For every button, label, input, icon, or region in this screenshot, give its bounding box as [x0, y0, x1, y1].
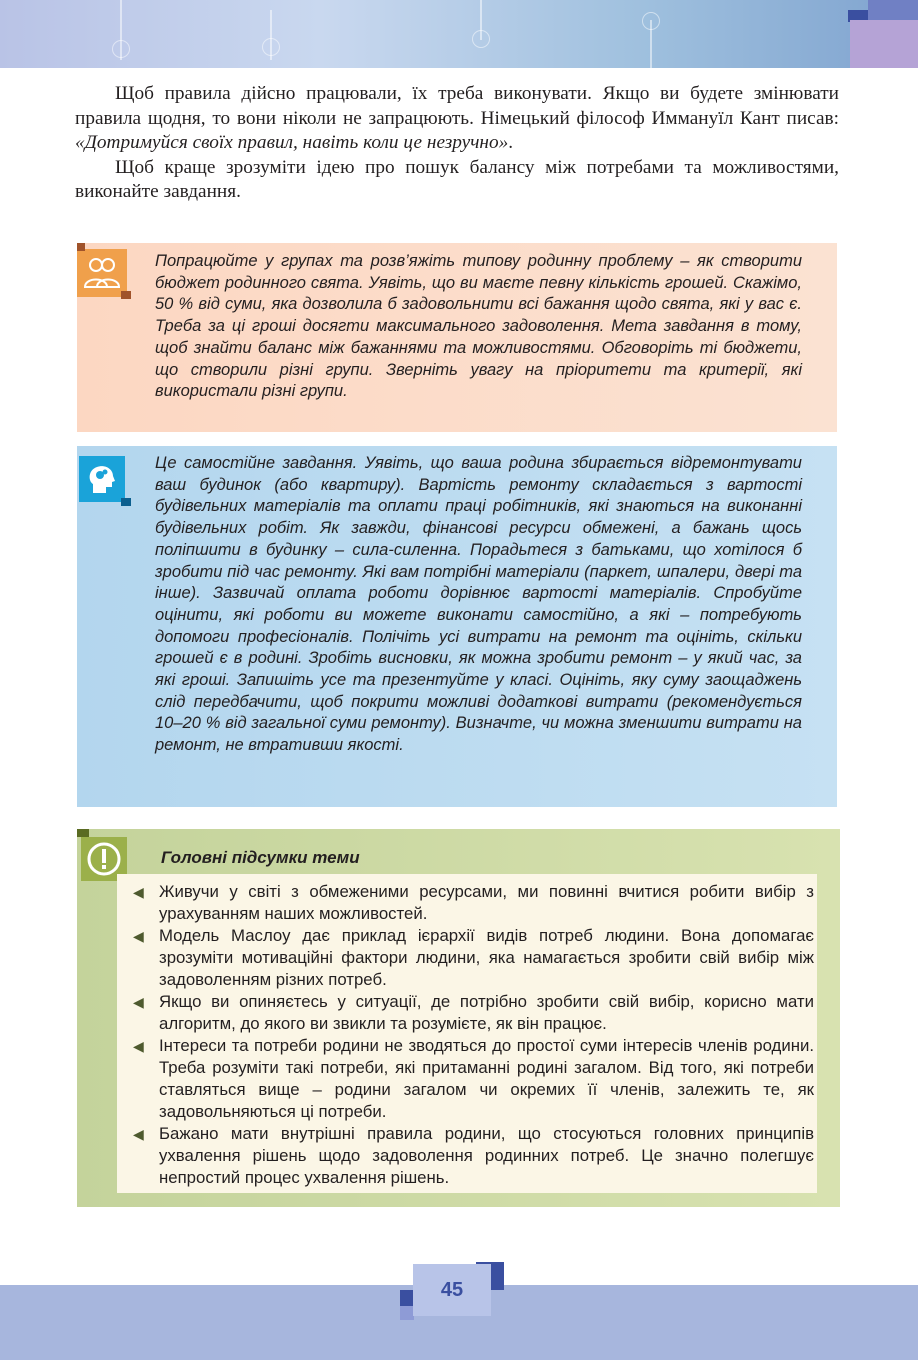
- deco-square: [77, 829, 89, 837]
- summary-item-text: Інтереси та потреби родини не зводяться до простої суми інтересів членів родини. Треба розуміти такі потреби, які притаманні родині загалом. Від того, які потреби ставляться вище – родини загалом чи окремих її членів, залежить те, як задовольняються ці потреби.: [159, 1036, 814, 1121]
- intro-paragraph-1-end: .: [508, 132, 514, 153]
- summary-item-text: Якщо ви опиняєтесь у ситуації, де потрібно зробити свій вибір, корисно мати алгоритм, до якого ви звикли та розумієте, як він працює.: [159, 992, 814, 1033]
- deco-square: [121, 498, 131, 506]
- summary-item: [133, 1035, 814, 1123]
- deco-square: [77, 243, 85, 251]
- summary-item-text: Живучи у світі з обмеженими ресурсами, ми повинні вчитися робити вибір з урахуванням наших можливостей.: [159, 882, 814, 923]
- deco-square: [121, 291, 131, 299]
- circuit-node: [262, 38, 280, 56]
- summary-title: Головні підсумки теми: [161, 848, 360, 867]
- summary-item-text: Бажано мати внутрішні правила родини, що стосуються головних принципів ухвалення рішень щодо задоволення родинних потреб. Це значно полегшує непростий процес ухвалення рішень.: [159, 1124, 814, 1187]
- circuit-node: [642, 12, 660, 30]
- individual-task-text: Це самостійне завдання. Уявіть, що ваша родина збирається відремонтувати ваш будинок (або квартиру). Вартість ремонту складається з вартості будівельних матеріалів та оплати праці робітників, які знаються на виконанні будівельних робіт. Як завжди, фінансові ресурси обмежені, а бажань щось поліпшити в будинку – сила-силенна. Порадьтеся з батьками, що хотілося б зробити під час ремонту. Які вам потрібні матеріали (паркет, шпалери, двері та інше). Зазвичай оплата роботи дорівнює вартості матеріалів. Спробуйте оцінити, які роботи ви можете виконати самостійно, а які – потребують допомоги професіоналів. Полічіть усі витрати на ремонт та оцініть, скільки грошей є в родині. Зробіть висновки, як можна зробити ремонт – у який час, за які гроші. Запишіть усе та презентуйте у класі. Оцініть, яку суму заощаджень слід передбачити, щоб покрити можливі додаткові витрати (рекомендується 10–20 % від загальної суми ремонту). Визначте, чи можна зменшити витрати на ремонт, не втративши якості.: [155, 454, 802, 755]
- intro-paragraph-1-text: Щоб правила дійсно працювали, їх треба виконувати. Якщо ви будете змінювати правила щодня, то вони ніколи не запрацюють. Німецький філософ Иммануїл Кант писав:: [75, 83, 839, 129]
- summary-item: [133, 991, 814, 1035]
- bullet-arrow-icon: ◀: [133, 994, 144, 1010]
- intro-paragraph-1: [75, 82, 839, 156]
- circuit-node: [472, 30, 490, 48]
- bullet-arrow-icon: ◀: [133, 1126, 144, 1142]
- header-banner: [0, 0, 918, 68]
- summary-item: [133, 1123, 814, 1189]
- group-people-icon: [77, 249, 127, 297]
- summary-item: [133, 881, 814, 925]
- deco-square: [400, 1306, 414, 1320]
- deco-square: [850, 20, 918, 68]
- head-thinking-icon: [79, 456, 125, 502]
- deco-square: [400, 1290, 414, 1306]
- kant-quote: «Дотримуйся своїх правил, навіть коли це незручно»: [75, 132, 509, 153]
- summary-item-text: Модель Маслоу дає приклад ієрархії видів потреб людини. Вона допомагає зрозуміти мотиваційні фактори людини, яка намагається зробити свій вибір між задоволенням різних потреб.: [159, 926, 814, 989]
- intro-paragraph-2: Щоб краще зрозуміти ідею про пошук балансу між потребами та можливостями, виконайте завдання.: [75, 156, 839, 202]
- circuit-node: [112, 40, 130, 58]
- summary-list: [133, 881, 814, 1189]
- bullet-arrow-icon: ◀: [133, 1038, 144, 1054]
- bullet-arrow-icon: ◀: [133, 928, 144, 944]
- individual-task-box: [77, 446, 837, 807]
- topic-summary-box: [77, 829, 840, 1207]
- deco-square: [868, 0, 918, 20]
- bullet-arrow-icon: ◀: [133, 884, 144, 900]
- summary-item: [133, 925, 814, 991]
- group-task-text: Попрацюйте у групах та розв’яжіть типову родинну проблему – як створити бюджет родинного свята. Уявіть, що ви маєте певну кількість грошей. Скажімо, 50 % від суми, яка дозволила б задовольнити всі бажання щодо свята, які у вас є. Треба за ці гроші досягти максимального задоволення. Мета завдання в тому, щоб знайти баланс між бажаннями та можливостями. Обговоріть ті бюджети, що створили різні групи. Зверніть увагу на пріоритети та критерії, які використали різні групи.: [155, 252, 802, 401]
- intro-text: [75, 82, 839, 205]
- page-number: 45: [413, 1264, 491, 1316]
- group-task-box: [77, 243, 837, 432]
